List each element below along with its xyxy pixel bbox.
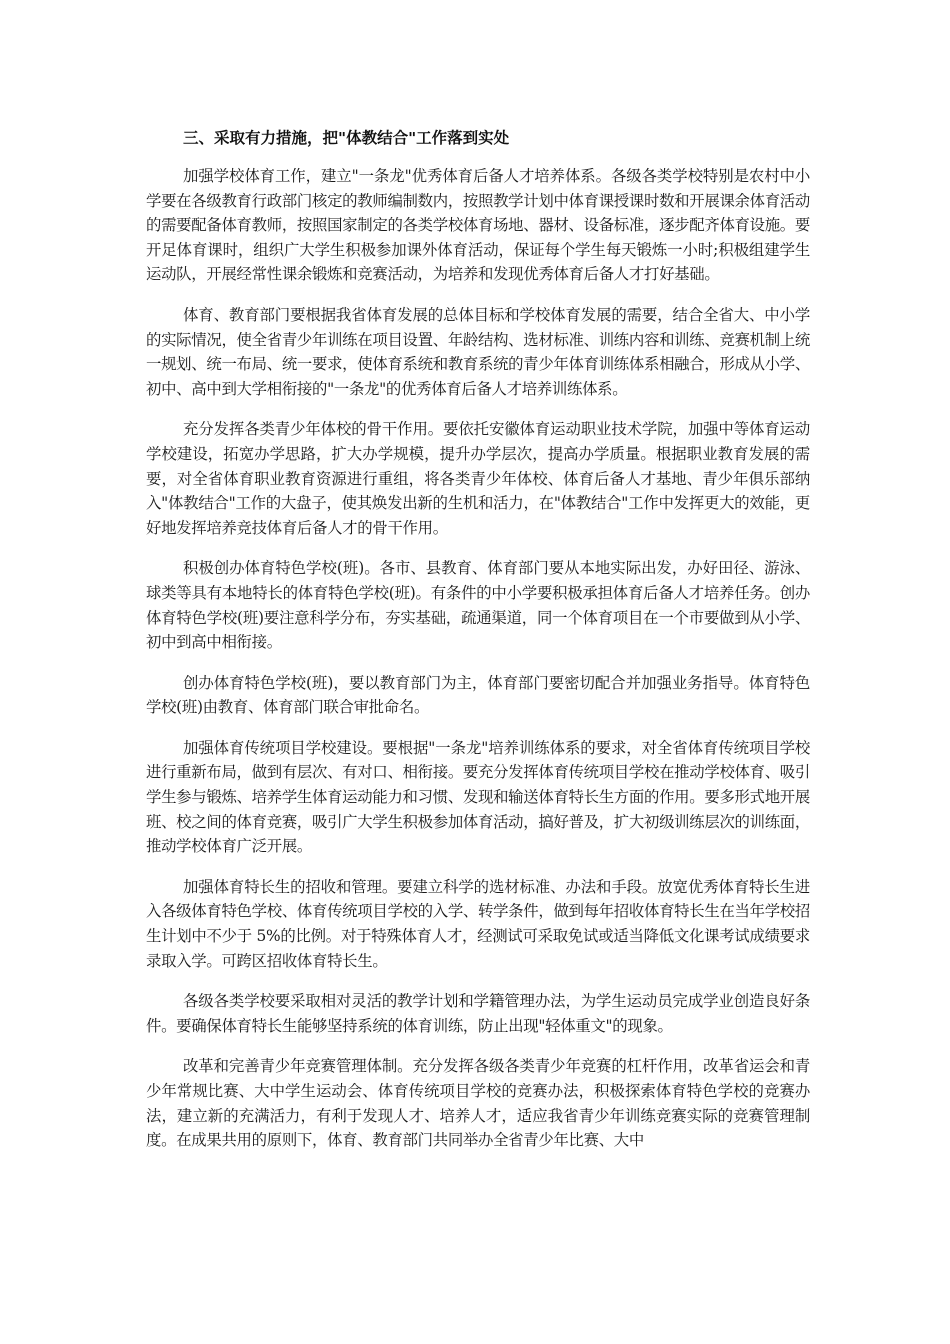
paragraph-flexible-teaching-plans: 各级各类学校要采取相对灵活的教学计划和学籍管理办法，为学生运动员完成学业创造良好条件。要确保体育特长生能够坚持系统的体育训练，防止出现"轻体重文"的现象。 [146,992,810,1035]
paragraph-youth-sports-schools: 充分发挥各类青少年体校的骨干作用。要依托安徽体育运动职业技术学院，加强中等体育运动学校建设，拓宽办学思路，扩大办学规模，提升办学层次，提高办学质量。根据职业教育发展的需要，对全省体育职业教育资源进行重组，将各类青少年体校、体育后备人才基地、青少年俱乐部纳入"体教结合"工作的大盘子，使其焕发出新的生机和活力，在"体教结合"工作中发挥更大的效能，更好地发挥培养竞技体育后备人才的骨干作用。 [146,420,810,537]
paragraph-specialty-school-approval: 创办体育特色学校(班)，要以教育部门为主，体育部门要密切配合并加强业务指导。体育特色学校(班)由教育、体育部门联合审批命名。 [146,673,810,717]
paragraph-school-sports: 加强学校体育工作，建立"一条龙"优秀体育后备人才培养体系。各级各类学校特别是农村中小学要在各级教育行政部门核定的教师编制数内，按照教学计划中体育课授课时数和开展课余体育活动的需要配备体育教师，按照国家制定的各类学校体育场地、器材、设备标准，逐步配齐体育设施。要开足体育课时，组织广大学生积极参加课外体育活动，保证每个学生每天锻炼一小时;积极组建学生运动队，开展经常性课余锻炼和竞赛活动，为培养和发现优秀体育后备人才打好基础。 [146,167,810,284]
section-heading: 三、采取有力措施，把"体教结合"工作落到实处 [183,129,510,147]
paragraph-sports-talent-enrollment: 加强体育特长生的招收和管理。要建立科学的选材标准、办法和手段。放宽优秀体育特长生进入各级体育特色学校、体育传统项目学校的入学、转学条件，做到每年招收体育特长生在当年学校招生计划中不少于 5%的比例。对于特殊体育人才，经测试可采取免试或适当降低文化课考试成绩要求录取入学。可跨区招收体育特长生。 [146,877,810,970]
paragraph-sports-specialty-schools: 积极创办体育特色学校(班)。各市、县教育、体育部门要从本地实际出发，办好田径、游泳、球类等具有本地特长的体育特色学校(班)。有条件的中小学要积极承担体育后备人才培养任务。创办体育特色学校(班)要注意科学分布，夯实基础，疏通渠道，同一个体育项目在一个市要做到从小学、初中到高中相衔接。 [146,559,810,652]
paragraph-competition-reform: 改革和完善青少年竞赛管理体制。充分发挥各级各类青少年竞赛的杠杆作用，改革省运会和青少年常规比赛、大中学生运动会、体育传统项目学校的竞赛办法，积极探索体育特色学校的竞赛办法，建立新的充满活力，有利于发现人才、培养人才，适应我省青少年训练竞赛实际的竞赛管理制度。在成果共用的原则下，体育、教育部门共同举办全省青少年比赛、大中 [146,1057,810,1150]
paragraph-unified-training-system: 体育、教育部门要根据我省体育发展的总体目标和学校体育发展的需要，结合全省大、中小学的实际情况，使全省青少年训练在项目设置、年龄结构、选材标准、训练内容和训练、竞赛机制上统一规划、统一布局、统一要求，使体育系统和教育系统的青少年体育训练体系相融合，形成从小学、初中、高中到大学相衔接的"一条龙"的优秀体育后备人才培养训练体系。 [146,305,810,398]
paragraph-traditional-project-schools: 加强体育传统项目学校建设。要根据"一条龙"培养训练体系的要求，对全省体育传统项目学校进行重新布局，做到有层次、有对口、相衔接。要充分发挥体育传统项目学校在推动学校体育、吸引学生参与锻炼、培养学生体育运动能力和习惯、发现和输送体育特长生方面的作用。要多形式地开展班、校之间的体育竞赛，吸引广大学生积极参加体育活动，搞好普及，扩大初级训练层次的训练面，推动学校体育广泛开展。 [146,738,810,856]
document-page [146,126,810,1169]
